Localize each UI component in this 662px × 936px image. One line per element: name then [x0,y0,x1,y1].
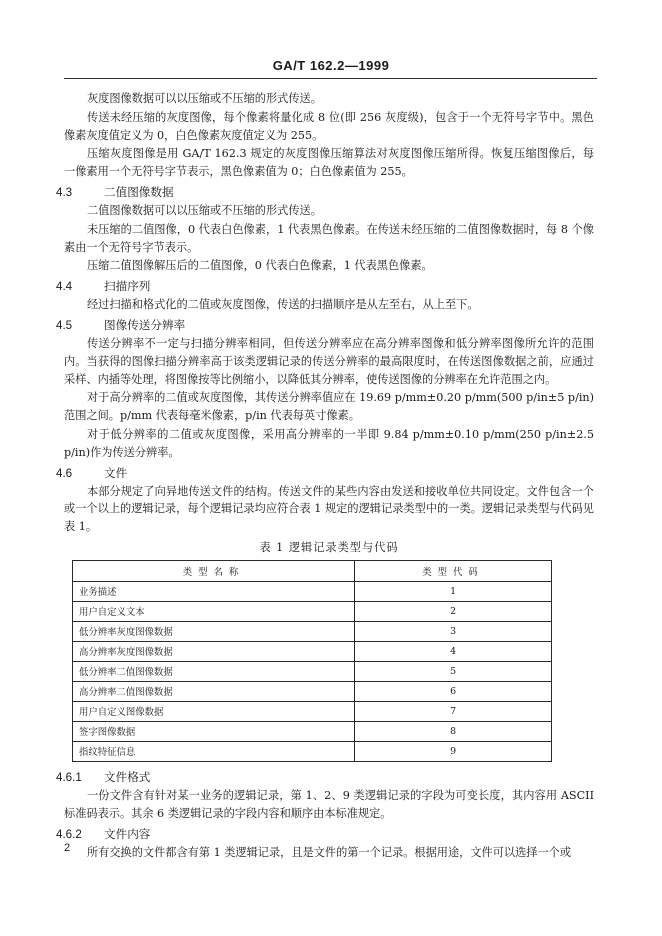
type-code-cell: 9 [355,741,552,761]
table-caption: 表 1 逻辑记录类型与代码 [259,540,399,554]
section-heading-4-6-2 [56,825,594,844]
type-name-cell: 用户自定义图像数据 [73,701,355,721]
paragraph: 本部分规定了向异地传送文件的结构。传送文件的某些内容由发送和接收单位共同设定。文件包含一个或一个以上的逻辑记录，每个逻辑记录均应符合表 1 规定的逻辑记录类型中的一类。逻辑记录类型与代码见表 1。 [64,484,594,534]
table-row [73,641,552,661]
paragraph: 传送分辨率不一定与扫描分辨率相同，但传送分辨率应在高分辨率图像和低分辨率图像所允许的范围内。当获得的图像扫描分辨率高于该类逻辑记录的传送分辨率的最高限度时，在传送图像数据之前，应通过采样、内插等处理，将图像按等比例缩小，以降低其分辨率，使传送图像的分辨率在允许范围之内。 [64,336,594,386]
section-title: 扫描序列 [104,279,151,294]
header-rule [64,78,597,79]
paragraph: 传送未经压缩的灰度图像，每个像素将量化成 8 位(即 256 灰度级)，包含于一个无符号字节中。黑色像素灰度值定义为 0，白色像素灰度值定义为 255。 [64,110,594,142]
section-title: 二值图像数据 [104,184,174,199]
type-code-cell: 4 [355,641,552,661]
paragraph: 对于低分辨率的二值或灰度图像，采用高分辨率的一半即 9.84 p/mm±0.10 p/mm(250 p/in±2.5 p/in)作为传送分辨率。 [64,427,594,459]
section-heading-4-6-1 [56,768,594,787]
paragraph: 灰度图像数据可以以压缩或不压缩的形式传送。 [86,92,322,105]
table-row [73,621,552,641]
table-row [73,601,552,621]
type-code-cell: 7 [355,701,552,721]
type-name-cell: 低分辨率灰度图像数据 [73,621,355,641]
table-header-row [73,560,552,581]
section-title: 文件格式 [104,769,151,784]
paragraph: 对于高分辨率的二值或灰度图像，其传送分辨率值应在 19.69 p/mm±0.20 p/mm(500 p/in±5 p/in)范围之间。p/mm 代表每毫米像素，p/in 代表每英寸像素。 [64,391,594,423]
section-number: 4.6 [56,466,73,480]
type-name-cell: 签字图像数据 [73,721,355,741]
type-code-cell: 5 [355,661,552,681]
table-row [73,701,552,721]
column-header-type-name: 类型名称 [73,560,355,581]
section-heading-4-3 [56,183,594,202]
page-number: 2 [64,842,71,854]
section-number: 4.5 [56,318,73,332]
paragraph: 压缩灰度图像是用 GA/T 162.3 规定的灰度图像压缩算法对灰度图像压缩所得。恢复压缩图像后，每一像素用一个无符号字节表示，黑色像素值为 0；白色像素值为 255。 [64,147,594,179]
section-heading-4-4 [56,277,594,296]
table-row [73,661,552,681]
type-code-cell: 1 [355,581,552,601]
section-title: 图像传送分辨率 [104,317,186,332]
type-code-cell: 8 [355,721,552,741]
type-code-cell: 6 [355,681,552,701]
type-name-cell: 低分辨率二值图像数据 [73,661,355,681]
paragraph: 所有交换的文件都含有第 1 类逻辑记录，且是文件的第一个记录。根据用途，文件可以选择一个或 [86,845,572,859]
paragraph: 压缩二值图像解压后的二值图像，0 代表白色像素，1 代表黑色像素。 [86,259,433,273]
section-number: 4.6.2 [56,827,82,841]
section-number: 4.6.1 [56,770,82,784]
type-name-cell: 高分辨率灰度图像数据 [73,641,355,661]
section-title: 文件内容 [104,826,151,841]
section-number: 4.3 [56,185,73,199]
paragraph: 未压缩的二值图像，0 代表白色像素，1 代表黑色像素。在传送未经压缩的二值图像数据时，每 8 个像素由一个无符号字节表示。 [64,222,594,254]
table-row [73,741,552,761]
section-heading-4-6 [56,464,594,483]
type-name-cell: 业务描述 [73,581,355,601]
paragraph: 二值图像数据可以以压缩或不压缩的形式传送。 [86,203,322,217]
standard-header: GA/T 162.2—1999 [272,58,390,73]
section-title: 文件 [104,465,128,480]
table-row [73,681,552,701]
column-header-type-code: 类型代码 [355,560,552,581]
type-code-cell: 2 [355,601,552,621]
type-name-cell: 用户自定义文本 [73,601,355,621]
record-type-table [72,560,552,762]
type-name-cell: 指纹特征信息 [73,741,355,761]
page-body [56,90,594,862]
section-number: 4.4 [56,280,73,294]
paragraph: 经过扫描和格式化的二值或灰度图像，传送的扫描顺序是从左至右，从上至下。 [86,298,479,312]
table-row [73,581,552,601]
type-name-cell: 高分辨率二值图像数据 [73,681,355,701]
paragraph: 一份文件含有针对某一业务的逻辑记录，第 1、2、9 类逻辑记录的字段为可变长度，其内容用 ASCII 标准码表示。其余 6 类逻辑记录的字段内容和顺序由本标准规定。 [64,788,594,820]
table-row [73,721,552,741]
type-code-cell: 3 [355,621,552,641]
section-heading-4-5 [56,316,594,335]
